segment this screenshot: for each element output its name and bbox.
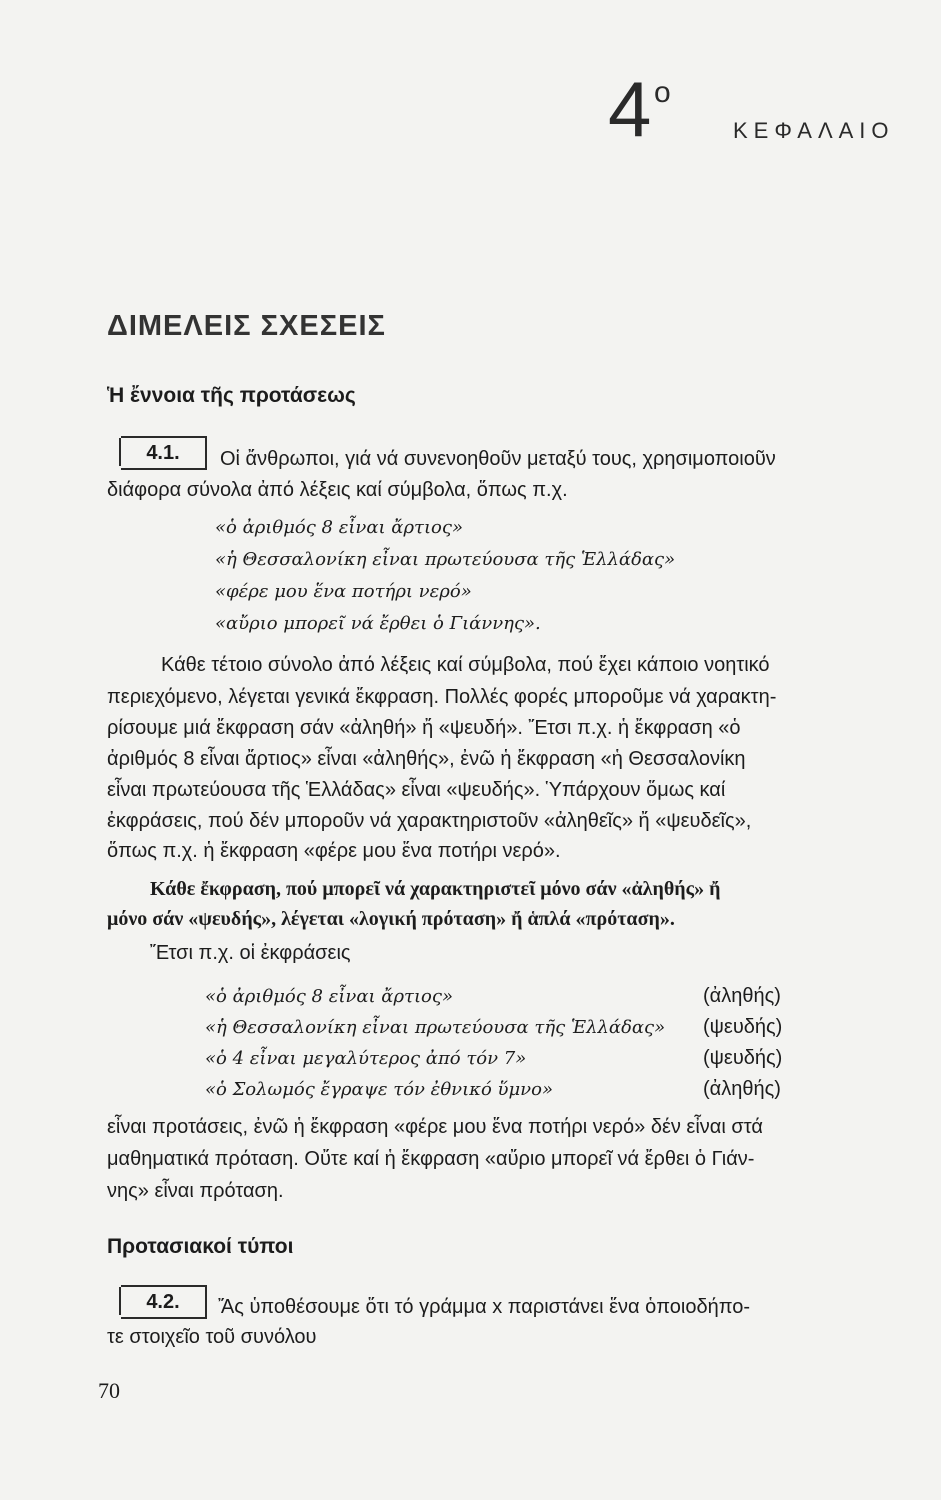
paragraph-line: Ἔτσι π.χ. οἱ ἐκφράσεις xyxy=(150,942,351,964)
chapter-title: ΔΙΜΕΛΕΙΣ ΣΧΕΣΕΙΣ xyxy=(107,310,386,342)
example-line: «φέρε μου ἕνα ποτήρι νερό» xyxy=(215,581,472,602)
paragraph-line: ρίσουμε μιά ἔκφραση σάν «ἀληθή» ἤ «ψευδή». Ἔτσι π.χ. ἡ ἔκφραση «ὁ xyxy=(107,717,741,739)
paragraph-line: Ἄς ὑποθέσουμε ὅτι τό γράμμα x παριστάνει ἕνα ὁποιοδήπο- xyxy=(218,1296,751,1318)
definition-line: Κάθε ἔκφραση, πού μπορεῖ νά χαρακτηριστεῖ μόνο σάν «ἀληθής» ἤ xyxy=(150,878,721,900)
statement-truth: (ψευδής) xyxy=(703,1016,783,1038)
page-number: 70 xyxy=(98,1378,120,1403)
paragraph-line: περιεχόμενο, λέγεται γενικά ἔκφραση. Πολλές φορές μποροῦμε νά χαρακτη- xyxy=(107,686,777,708)
chapter-label: ΚΕΦΑΛΑΙΟ xyxy=(733,118,895,143)
statement-truth: (ἀληθής) xyxy=(703,985,781,1007)
example-line: «αὔριο μπορεῖ νά ἔρθει ὁ Γιάννης». xyxy=(215,613,541,634)
paragraph-line: Κάθε τέτοιο σύνολο ἀπό λέξεις καί σύμβολα, πού ἔχει κάποιο νοητικό xyxy=(161,654,770,676)
statement-text: «ὁ ἀριθμός 8 εἶναι ἄρτιος» xyxy=(205,986,453,1007)
statement-text: «ὁ Σολωμός ἔγραψε τόν ἐθνικό ὕμνο» xyxy=(205,1079,553,1100)
statement-text: «ὁ 4 εἶναι μεγαλύτερος ἀπό τόν 7» xyxy=(205,1048,527,1069)
statement-text: «ἡ Θεσσαλονίκη εἶναι πρωτεύουσα τῆς Ἑλλάδας» xyxy=(205,1017,666,1038)
statement-truth: (ἀληθής) xyxy=(703,1078,781,1100)
paragraph-line: Οἱ ἄνθρωποι, γιά νά συνενοηθοῦν μεταξύ τους, χρησιμοποιοῦν xyxy=(220,448,776,470)
section-heading: Ἡ ἔννοια τῆς προτάσεως xyxy=(107,384,356,407)
chapter-superscript: ο xyxy=(654,76,671,109)
paragraph-line: ἀριθμός 8 εἶναι ἄρτιος» εἶναι «ἀληθής», ἐνῶ ἡ ἔκφραση «ἡ Θεσσαλονίκη xyxy=(107,748,746,770)
section-number-box: 4.1. xyxy=(121,436,207,470)
paragraph-line: νης» εἶναι πρόταση. xyxy=(107,1180,284,1202)
chapter-number: 4 xyxy=(608,65,652,153)
example-line: «ὁ ἀριθμός 8 εἶναι ἄρτιος» xyxy=(215,517,463,538)
example-line: «ἡ Θεσσαλονίκη εἶναι πρωτεύουσα τῆς Ἑλλάδας» xyxy=(215,549,676,570)
paragraph-line: εἶναι προτάσεις, ἐνῶ ἡ ἔκφραση «φέρε μου ἕνα ποτήρι νερό» δέν εἶναι στά xyxy=(107,1116,763,1138)
paragraph-line: εἶναι πρωτεύουσα τῆς Ἑλλάδας» εἶναι «ψευδής». Ὑπάρχουν ὅμως καί xyxy=(107,779,726,801)
paragraph-line: τε στοιχεῖο τοῦ συνόλου xyxy=(107,1326,317,1348)
definition-line: μόνο σάν «ψευδής», λέγεται «λογική πρόταση» ἤ ἁπλά «πρόταση». xyxy=(107,908,675,930)
section-number-box: 4.2. xyxy=(121,1285,207,1319)
section-heading: Προτασιακοί τύποι xyxy=(107,1235,294,1258)
paragraph-line: διάφορα σύνολα ἀπό λέξεις καί σύμβολα, ὅπως π.χ. xyxy=(107,479,568,501)
paragraph-line: ὅπως π.χ. ἡ ἔκφραση «φέρε μου ἕνα ποτήρι νερό». xyxy=(107,840,561,862)
statement-truth: (ψευδής) xyxy=(703,1047,783,1069)
paragraph-line: μαθηματικά πρόταση. Οὔτε καί ἡ ἔκφραση «αὔριο μπορεῖ νά ἔρθει ὁ Γιάν- xyxy=(107,1148,755,1170)
paragraph-line: ἐκφράσεις, πού δέν μποροῦν νά χαρακτηριστοῦν «ἀληθεῖς» ἤ «ψευδεῖς», xyxy=(107,810,752,832)
